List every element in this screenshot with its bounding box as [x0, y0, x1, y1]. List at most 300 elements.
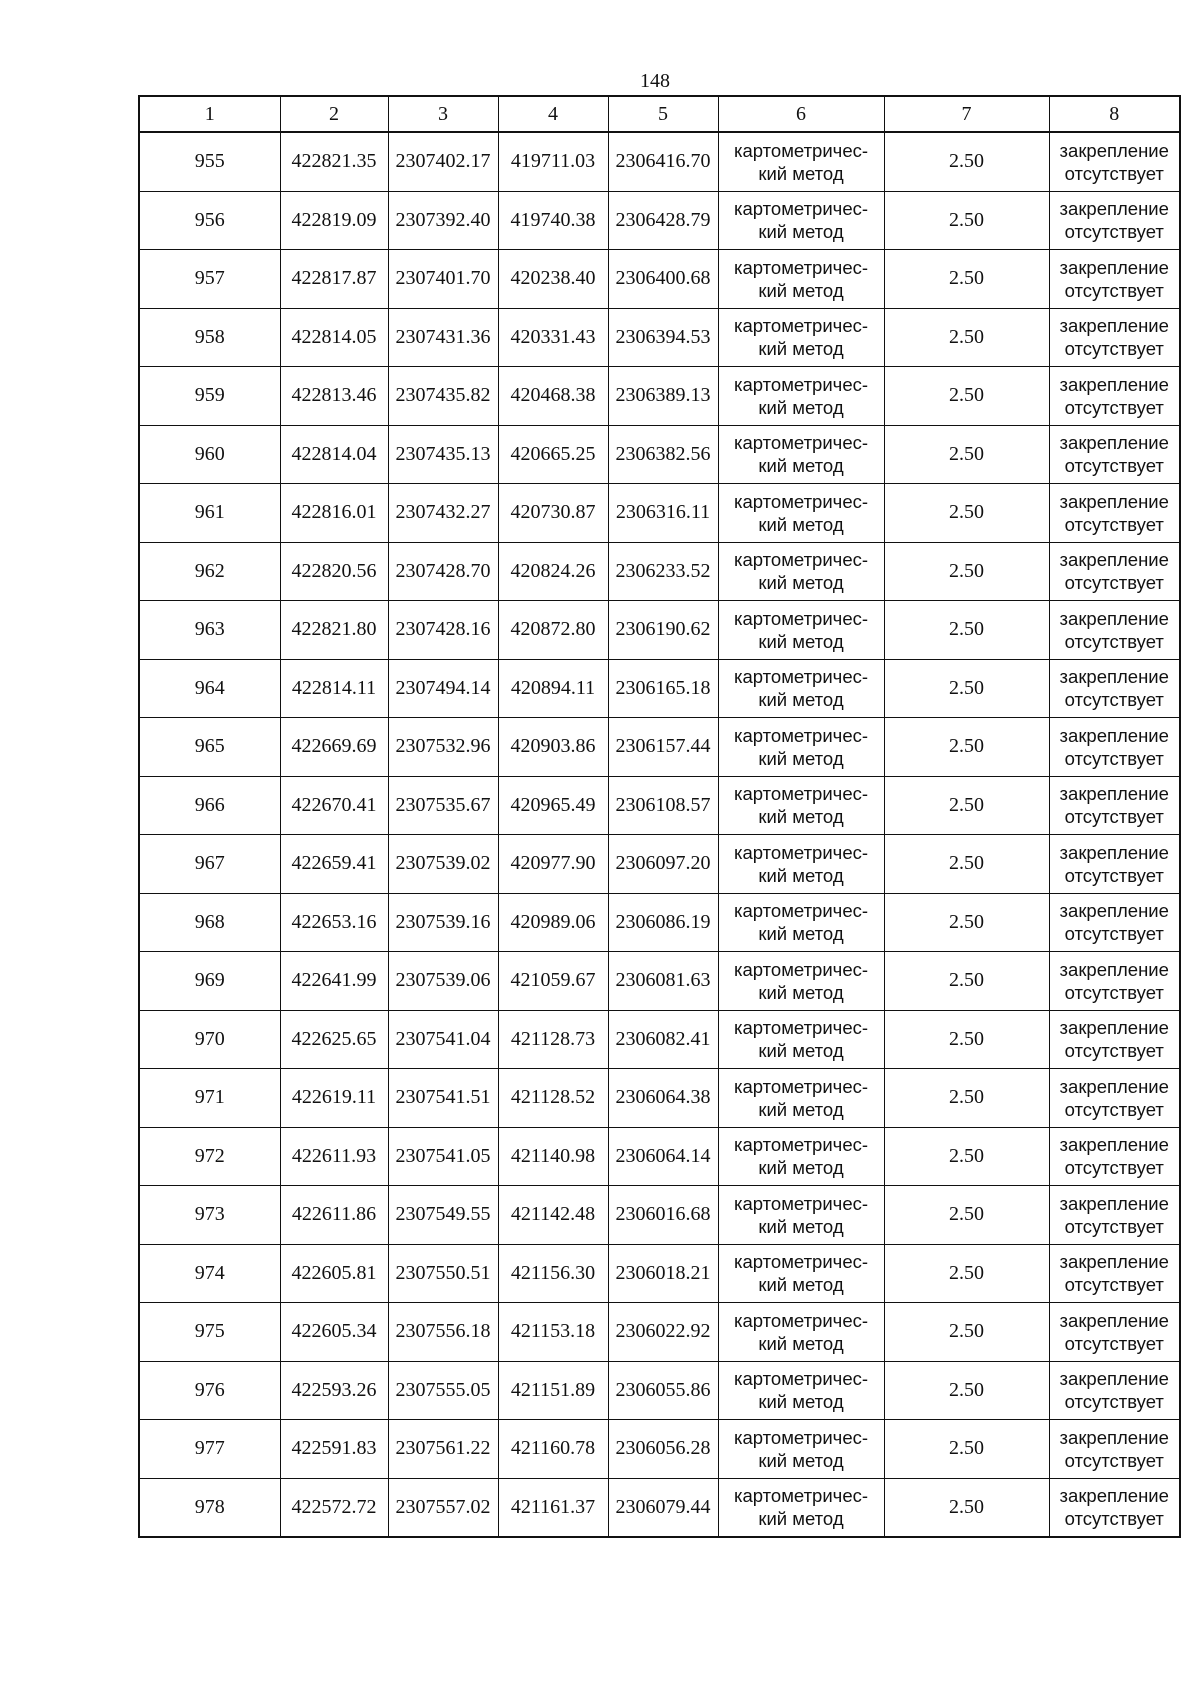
table-row	[139, 484, 1180, 543]
point-number-cell: 958	[139, 308, 280, 367]
accuracy-cell: 2.50	[884, 835, 1049, 894]
fixation-text-line: закрепление	[1059, 607, 1169, 629]
x-coordinate-cell: 422572.72	[280, 1478, 388, 1537]
fixation-text-line: закрепление	[1059, 373, 1169, 395]
table-body	[139, 132, 1180, 1537]
y-coordinate-2-cell: 2306389.13	[608, 367, 718, 426]
fixation-text-line: закрепление	[1059, 1075, 1169, 1097]
y-coordinate-2-cell: 2306097.20	[608, 835, 718, 894]
y-coordinate-2-cell: 2306108.57	[608, 776, 718, 835]
method-text-line: кий метод	[758, 1040, 844, 1062]
fixation-text-line: закрепление	[1059, 198, 1169, 220]
table-row	[139, 1010, 1180, 1069]
table-row	[139, 1420, 1180, 1479]
method-cell	[718, 250, 884, 309]
table-row	[139, 835, 1180, 894]
y-coordinate-cell: 2307549.55	[388, 1186, 498, 1245]
point-number-cell: 959	[139, 367, 280, 426]
y-coordinate-2-cell: 2306079.44	[608, 1478, 718, 1537]
y-coordinate-2-cell: 2306416.70	[608, 132, 718, 191]
fixation-text-line: отсутствует	[1064, 162, 1164, 184]
fixation-text-line: отсутствует	[1064, 1332, 1164, 1354]
fixation-text-line: отсутствует	[1064, 981, 1164, 1003]
fixation-cell	[1049, 601, 1180, 660]
fixation-text-line: отсутствует	[1064, 923, 1164, 945]
point-number-cell: 967	[139, 835, 280, 894]
x-coordinate-cell: 422669.69	[280, 718, 388, 777]
point-number-cell: 973	[139, 1186, 280, 1245]
point-number-cell: 968	[139, 893, 280, 952]
fixation-cell	[1049, 659, 1180, 718]
method-text-line: кий метод	[758, 221, 844, 243]
accuracy-cell: 2.50	[884, 1361, 1049, 1420]
y-coordinate-cell: 2307539.06	[388, 952, 498, 1011]
point-number-cell: 972	[139, 1127, 280, 1186]
y-coordinate-cell: 2307541.04	[388, 1010, 498, 1069]
method-text-line: картометричес-	[733, 783, 869, 805]
x-coordinate-cell: 422659.41	[280, 835, 388, 894]
fixation-text-line: закрепление	[1059, 666, 1169, 688]
method-text-line: кий метод	[758, 162, 844, 184]
y-coordinate-cell: 2307401.70	[388, 250, 498, 309]
x-coordinate-cell: 422820.56	[280, 542, 388, 601]
y-coordinate-cell: 2307541.05	[388, 1127, 498, 1186]
accuracy-cell: 2.50	[884, 1186, 1049, 1245]
x-coordinate-cell: 422817.87	[280, 250, 388, 309]
fixation-text-line: отсутствует	[1064, 806, 1164, 828]
method-text-line: картометричес-	[733, 315, 869, 337]
method-text-line: картометричес-	[733, 1075, 869, 1097]
fixation-text-line: закрепление	[1059, 1426, 1169, 1448]
y-coordinate-cell: 2307402.17	[388, 132, 498, 191]
table-row	[139, 1069, 1180, 1128]
method-cell	[718, 191, 884, 250]
header-col-4: 4	[498, 96, 608, 132]
method-text-line: кий метод	[758, 572, 844, 594]
x-coordinate-cell: 422611.86	[280, 1186, 388, 1245]
fixation-text-line: отсутствует	[1064, 1215, 1164, 1237]
x-coordinate-2-cell: 420665.25	[498, 425, 608, 484]
point-number-cell: 969	[139, 952, 280, 1011]
fixation-cell	[1049, 1303, 1180, 1362]
method-text-line: кий метод	[758, 396, 844, 418]
fixation-cell	[1049, 1420, 1180, 1479]
table-row	[139, 250, 1180, 309]
header-col-7: 7	[884, 96, 1049, 132]
point-number-cell: 955	[139, 132, 280, 191]
point-number-cell: 960	[139, 425, 280, 484]
x-coordinate-2-cell: 421128.73	[498, 1010, 608, 1069]
fixation-text-line: закрепление	[1059, 841, 1169, 863]
table-row	[139, 1244, 1180, 1303]
table-header	[139, 96, 1180, 132]
y-coordinate-cell: 2307556.18	[388, 1303, 498, 1362]
method-cell	[718, 1186, 884, 1245]
method-cell	[718, 132, 884, 191]
table-row	[139, 659, 1180, 718]
point-number-cell: 962	[139, 542, 280, 601]
method-cell	[718, 425, 884, 484]
y-coordinate-cell: 2307535.67	[388, 776, 498, 835]
accuracy-cell: 2.50	[884, 250, 1049, 309]
method-cell	[718, 718, 884, 777]
fixation-text-line: отсутствует	[1064, 513, 1164, 535]
y-coordinate-2-cell: 2306016.68	[608, 1186, 718, 1245]
method-text-line: картометричес-	[733, 1309, 869, 1331]
point-number-cell: 977	[139, 1420, 280, 1479]
method-text-line: картометричес-	[733, 256, 869, 278]
method-text-line: кий метод	[758, 1391, 844, 1413]
method-text-line: кий метод	[758, 455, 844, 477]
method-cell	[718, 1244, 884, 1303]
method-text-line: картометричес-	[733, 549, 869, 571]
accuracy-cell: 2.50	[884, 308, 1049, 367]
y-coordinate-cell: 2307432.27	[388, 484, 498, 543]
fixation-text-line: отсутствует	[1064, 1449, 1164, 1471]
table-row	[139, 367, 1180, 426]
method-text-line: картометричес-	[733, 198, 869, 220]
y-coordinate-2-cell: 2306022.92	[608, 1303, 718, 1362]
fixation-text-line: отсутствует	[1064, 1040, 1164, 1062]
y-coordinate-2-cell: 2306165.18	[608, 659, 718, 718]
x-coordinate-cell: 422813.46	[280, 367, 388, 426]
fixation-text-line: закрепление	[1059, 139, 1169, 161]
x-coordinate-2-cell: 420903.86	[498, 718, 608, 777]
fixation-cell	[1049, 1069, 1180, 1128]
fixation-text-line: закрепление	[1059, 1485, 1169, 1507]
table-row	[139, 191, 1180, 250]
method-text-line: картометричес-	[733, 958, 869, 980]
table-row	[139, 601, 1180, 660]
x-coordinate-cell: 422814.11	[280, 659, 388, 718]
method-text-line: кий метод	[758, 1098, 844, 1120]
x-coordinate-2-cell: 421140.98	[498, 1127, 608, 1186]
x-coordinate-cell: 422819.09	[280, 191, 388, 250]
y-coordinate-cell: 2307435.82	[388, 367, 498, 426]
x-coordinate-2-cell: 421156.30	[498, 1244, 608, 1303]
fixation-cell	[1049, 718, 1180, 777]
method-text-line: кий метод	[758, 864, 844, 886]
y-coordinate-2-cell: 2306064.14	[608, 1127, 718, 1186]
method-text-line: картометричес-	[733, 1192, 869, 1214]
accuracy-cell: 2.50	[884, 1244, 1049, 1303]
fixation-text-line: отсутствует	[1064, 630, 1164, 652]
method-cell	[718, 1361, 884, 1420]
fixation-cell	[1049, 1478, 1180, 1537]
x-coordinate-cell: 422605.81	[280, 1244, 388, 1303]
method-text-line: картометричес-	[733, 1485, 869, 1507]
header-col-1: 1	[139, 96, 280, 132]
fixation-text-line: закрепление	[1059, 1017, 1169, 1039]
table-row	[139, 542, 1180, 601]
fixation-cell	[1049, 191, 1180, 250]
accuracy-cell: 2.50	[884, 893, 1049, 952]
table-row	[139, 1127, 1180, 1186]
point-number-cell: 961	[139, 484, 280, 543]
header-col-2: 2	[280, 96, 388, 132]
method-text-line: кий метод	[758, 806, 844, 828]
accuracy-cell: 2.50	[884, 425, 1049, 484]
point-number-cell: 978	[139, 1478, 280, 1537]
fixation-text-line: закрепление	[1059, 1309, 1169, 1331]
point-number-cell: 971	[139, 1069, 280, 1128]
x-coordinate-2-cell: 419711.03	[498, 132, 608, 191]
x-coordinate-2-cell: 420468.38	[498, 367, 608, 426]
method-text-line: кий метод	[758, 747, 844, 769]
x-coordinate-cell: 422611.93	[280, 1127, 388, 1186]
fixation-text-line: отсутствует	[1064, 1508, 1164, 1530]
fixation-text-line: отсутствует	[1064, 689, 1164, 711]
accuracy-cell: 2.50	[884, 659, 1049, 718]
method-text-line: картометричес-	[733, 841, 869, 863]
table-row	[139, 132, 1180, 191]
method-cell	[718, 1303, 884, 1362]
x-coordinate-cell: 422653.16	[280, 893, 388, 952]
y-coordinate-2-cell: 2306233.52	[608, 542, 718, 601]
fixation-cell	[1049, 308, 1180, 367]
header-col-5: 5	[608, 96, 718, 132]
method-text-line: картометричес-	[733, 139, 869, 161]
method-cell	[718, 308, 884, 367]
fixation-text-line: отсутствует	[1064, 572, 1164, 594]
point-number-cell: 957	[139, 250, 280, 309]
x-coordinate-2-cell: 421161.37	[498, 1478, 608, 1537]
method-cell	[718, 1127, 884, 1186]
method-text-line: кий метод	[758, 1332, 844, 1354]
fixation-cell	[1049, 776, 1180, 835]
y-coordinate-2-cell: 2306382.56	[608, 425, 718, 484]
x-coordinate-cell: 422605.34	[280, 1303, 388, 1362]
method-text-line: картометричес-	[733, 1426, 869, 1448]
y-coordinate-2-cell: 2306316.11	[608, 484, 718, 543]
accuracy-cell: 2.50	[884, 776, 1049, 835]
table-row	[139, 718, 1180, 777]
x-coordinate-cell: 422814.04	[280, 425, 388, 484]
accuracy-cell: 2.50	[884, 601, 1049, 660]
method-text-line: кий метод	[758, 1508, 844, 1530]
fixation-text-line: закрепление	[1059, 1368, 1169, 1390]
y-coordinate-2-cell: 2306190.62	[608, 601, 718, 660]
method-text-line: кий метод	[758, 689, 844, 711]
fixation-text-line: закрепление	[1059, 900, 1169, 922]
x-coordinate-2-cell: 420730.87	[498, 484, 608, 543]
fixation-text-line: закрепление	[1059, 315, 1169, 337]
y-coordinate-2-cell: 2306018.21	[608, 1244, 718, 1303]
y-coordinate-cell: 2307494.14	[388, 659, 498, 718]
method-text-line: кий метод	[758, 1215, 844, 1237]
method-cell	[718, 542, 884, 601]
accuracy-cell: 2.50	[884, 542, 1049, 601]
header-col-8: 8	[1049, 96, 1180, 132]
y-coordinate-2-cell: 2306081.63	[608, 952, 718, 1011]
fixation-cell	[1049, 425, 1180, 484]
y-coordinate-cell: 2307561.22	[388, 1420, 498, 1479]
x-coordinate-cell: 422821.80	[280, 601, 388, 660]
fixation-text-line: закрепление	[1059, 1192, 1169, 1214]
x-coordinate-2-cell: 420977.90	[498, 835, 608, 894]
fixation-text-line: закрепление	[1059, 958, 1169, 980]
point-number-cell: 974	[139, 1244, 280, 1303]
fixation-text-line: отсутствует	[1064, 455, 1164, 477]
fixation-text-line: отсутствует	[1064, 1157, 1164, 1179]
x-coordinate-cell: 422814.05	[280, 308, 388, 367]
table-row	[139, 893, 1180, 952]
y-coordinate-cell: 2307539.02	[388, 835, 498, 894]
table-row	[139, 1361, 1180, 1420]
method-text-line: картометричес-	[733, 724, 869, 746]
fixation-text-line: закрепление	[1059, 490, 1169, 512]
x-coordinate-cell: 422593.26	[280, 1361, 388, 1420]
method-text-line: картометричес-	[733, 1017, 869, 1039]
fixation-cell	[1049, 484, 1180, 543]
accuracy-cell: 2.50	[884, 952, 1049, 1011]
x-coordinate-2-cell: 421160.78	[498, 1420, 608, 1479]
x-coordinate-cell: 422821.35	[280, 132, 388, 191]
method-text-line: картометричес-	[733, 607, 869, 629]
x-coordinate-cell: 422641.99	[280, 952, 388, 1011]
x-coordinate-2-cell: 421153.18	[498, 1303, 608, 1362]
method-cell	[718, 601, 884, 660]
point-number-cell: 966	[139, 776, 280, 835]
method-text-line: картометричес-	[733, 490, 869, 512]
y-coordinate-2-cell: 2306157.44	[608, 718, 718, 777]
point-number-cell: 964	[139, 659, 280, 718]
method-text-line: кий метод	[758, 923, 844, 945]
method-cell	[718, 659, 884, 718]
method-text-line: картометричес-	[733, 1134, 869, 1156]
header-col-3: 3	[388, 96, 498, 132]
method-text-line: картометричес-	[733, 1251, 869, 1273]
method-text-line: кий метод	[758, 1449, 844, 1471]
fixation-cell	[1049, 1186, 1180, 1245]
y-coordinate-2-cell: 2306086.19	[608, 893, 718, 952]
accuracy-cell: 2.50	[884, 1303, 1049, 1362]
fixation-text-line: закрепление	[1059, 1134, 1169, 1156]
fixation-cell	[1049, 893, 1180, 952]
fixation-text-line: отсутствует	[1064, 396, 1164, 418]
x-coordinate-2-cell: 420238.40	[498, 250, 608, 309]
fixation-text-line: отсутствует	[1064, 1098, 1164, 1120]
header-row	[139, 96, 1180, 132]
y-coordinate-2-cell: 2306428.79	[608, 191, 718, 250]
fixation-cell	[1049, 250, 1180, 309]
method-cell	[718, 893, 884, 952]
method-text-line: картометричес-	[733, 1368, 869, 1390]
method-cell	[718, 1420, 884, 1479]
accuracy-cell: 2.50	[884, 484, 1049, 543]
table-row	[139, 425, 1180, 484]
point-number-cell: 963	[139, 601, 280, 660]
x-coordinate-2-cell: 421151.89	[498, 1361, 608, 1420]
method-cell	[718, 367, 884, 426]
coordinates-table	[138, 95, 1181, 1538]
fixation-cell	[1049, 952, 1180, 1011]
x-coordinate-2-cell: 420894.11	[498, 659, 608, 718]
y-coordinate-cell: 2307431.36	[388, 308, 498, 367]
y-coordinate-2-cell: 2306064.38	[608, 1069, 718, 1128]
accuracy-cell: 2.50	[884, 1069, 1049, 1128]
x-coordinate-cell: 422816.01	[280, 484, 388, 543]
accuracy-cell: 2.50	[884, 191, 1049, 250]
table-row	[139, 1303, 1180, 1362]
fixation-text-line: отсутствует	[1064, 1391, 1164, 1413]
point-number-cell: 956	[139, 191, 280, 250]
method-text-line: кий метод	[758, 1157, 844, 1179]
fixation-text-line: отсутствует	[1064, 864, 1164, 886]
y-coordinate-cell: 2307392.40	[388, 191, 498, 250]
method-text-line: картометричес-	[733, 373, 869, 395]
accuracy-cell: 2.50	[884, 132, 1049, 191]
fixation-text-line: закрепление	[1059, 256, 1169, 278]
header-col-6: 6	[718, 96, 884, 132]
fixation-text-line: отсутствует	[1064, 747, 1164, 769]
fixation-cell	[1049, 132, 1180, 191]
y-coordinate-cell: 2307557.02	[388, 1478, 498, 1537]
method-text-line: кий метод	[758, 338, 844, 360]
accuracy-cell: 2.50	[884, 1127, 1049, 1186]
accuracy-cell: 2.50	[884, 718, 1049, 777]
accuracy-cell: 2.50	[884, 1420, 1049, 1479]
method-cell	[718, 484, 884, 543]
point-number-cell: 976	[139, 1361, 280, 1420]
fixation-cell	[1049, 542, 1180, 601]
fixation-text-line: закрепление	[1059, 783, 1169, 805]
accuracy-cell: 2.50	[884, 1478, 1049, 1537]
method-text-line: картометричес-	[733, 432, 869, 454]
x-coordinate-2-cell: 419740.38	[498, 191, 608, 250]
fixation-text-line: закрепление	[1059, 549, 1169, 571]
point-number-cell: 975	[139, 1303, 280, 1362]
y-coordinate-cell: 2307555.05	[388, 1361, 498, 1420]
method-text-line: кий метод	[758, 279, 844, 301]
y-coordinate-2-cell: 2306082.41	[608, 1010, 718, 1069]
table-row	[139, 1478, 1180, 1537]
method-cell	[718, 952, 884, 1011]
fixation-text-line: отсутствует	[1064, 1274, 1164, 1296]
x-coordinate-2-cell: 421128.52	[498, 1069, 608, 1128]
method-text-line: картометричес-	[733, 666, 869, 688]
x-coordinate-2-cell: 420989.06	[498, 893, 608, 952]
fixation-cell	[1049, 1244, 1180, 1303]
fixation-text-line: закрепление	[1059, 724, 1169, 746]
fixation-cell	[1049, 1127, 1180, 1186]
method-cell	[718, 835, 884, 894]
table-row	[139, 776, 1180, 835]
method-text-line: кий метод	[758, 1274, 844, 1296]
table-row	[139, 952, 1180, 1011]
x-coordinate-2-cell: 420824.26	[498, 542, 608, 601]
x-coordinate-2-cell: 421142.48	[498, 1186, 608, 1245]
x-coordinate-2-cell: 420872.80	[498, 601, 608, 660]
x-coordinate-cell: 422670.41	[280, 776, 388, 835]
x-coordinate-cell: 422591.83	[280, 1420, 388, 1479]
accuracy-cell: 2.50	[884, 1010, 1049, 1069]
method-cell	[718, 1010, 884, 1069]
fixation-text-line: закрепление	[1059, 432, 1169, 454]
table-row	[139, 308, 1180, 367]
fixation-text-line: отсутствует	[1064, 338, 1164, 360]
x-coordinate-cell: 422619.11	[280, 1069, 388, 1128]
y-coordinate-2-cell: 2306056.28	[608, 1420, 718, 1479]
method-cell	[718, 1069, 884, 1128]
x-coordinate-cell: 422625.65	[280, 1010, 388, 1069]
x-coordinate-2-cell: 420965.49	[498, 776, 608, 835]
y-coordinate-cell: 2307532.96	[388, 718, 498, 777]
y-coordinate-cell: 2307550.51	[388, 1244, 498, 1303]
fixation-cell	[1049, 367, 1180, 426]
y-coordinate-2-cell: 2306055.86	[608, 1361, 718, 1420]
fixation-cell	[1049, 835, 1180, 894]
